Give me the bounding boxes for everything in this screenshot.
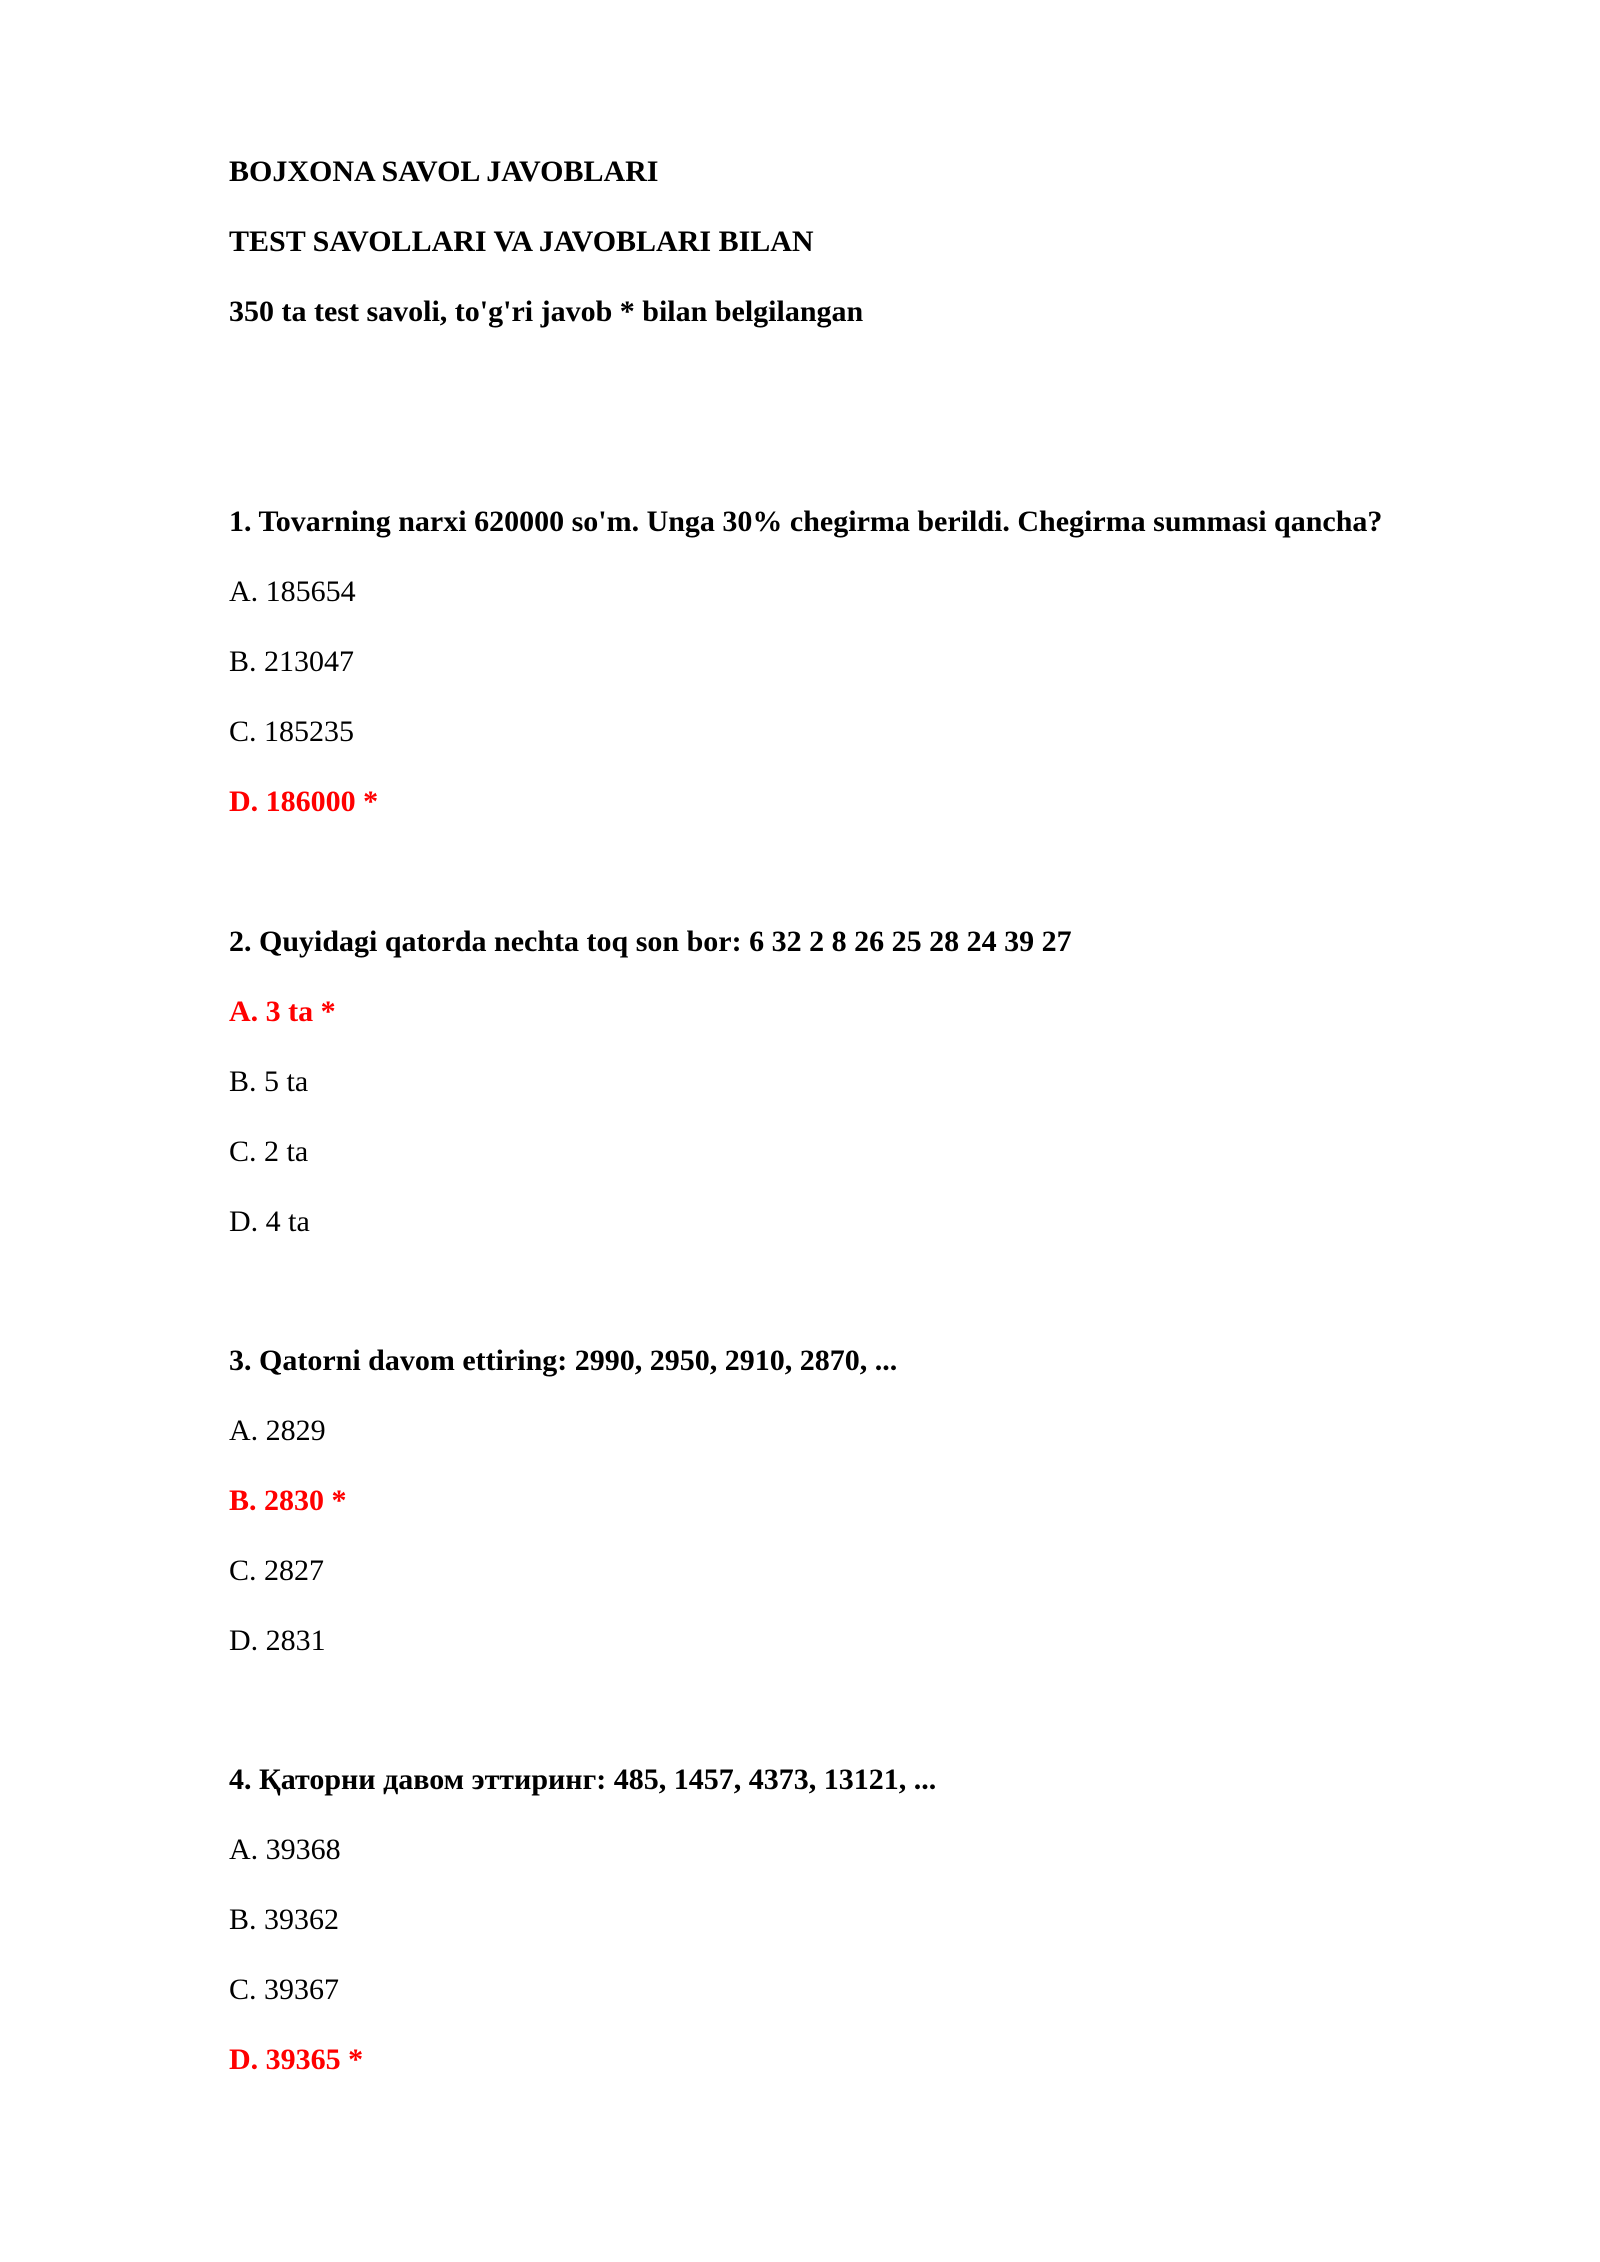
question-2-option-c: C. 2 ta bbox=[229, 1135, 309, 1168]
question-2-option-b: B. 5 ta bbox=[229, 1065, 309, 1098]
question-1-option-a: A. 185654 bbox=[229, 575, 356, 608]
question-3-option-c: C. 2827 bbox=[229, 1554, 325, 1587]
question-3-option-a: A. 2829 bbox=[229, 1414, 326, 1447]
question-4-text: 4. Қаторни давом эттиринг: 485, 1457, 4373, 13121, ... bbox=[229, 1763, 937, 1796]
question-4-option-c: C. 39367 bbox=[229, 1973, 340, 2006]
question-3-option-d: D. 2831 bbox=[229, 1624, 326, 1657]
document-subtitle: TEST SAVOLLARI VA JAVOBLARI BILAN bbox=[229, 225, 814, 258]
question-1-option-b: B. 213047 bbox=[229, 645, 355, 678]
question-1-option-d: D. 186000 * bbox=[229, 785, 379, 818]
question-2-option-a: A. 3 ta * bbox=[229, 995, 336, 1028]
question-2-text: 2. Quyidagi qatorda nechta toq son bor: 6 32 2 8 26 25 28 24 39 27 bbox=[229, 925, 1072, 958]
question-4-option-a: A. 39368 bbox=[229, 1833, 341, 1866]
question-1-text: 1. Tovarning narxi 620000 so'm. Unga 30% chegirma berildi. Chegirma summasi qancha? bbox=[229, 505, 1383, 538]
document-title: BOJXONA SAVOL JAVOBLARI bbox=[229, 155, 659, 188]
document-note: 350 ta test savoli, to'g'ri javob * bilan belgilangan bbox=[229, 295, 864, 328]
question-4-option-b: B. 39362 bbox=[229, 1903, 340, 1936]
question-3-option-b: B. 2830 * bbox=[229, 1484, 347, 1517]
question-3-text: 3. Qatorni davom ettiring: 2990, 2950, 2910, 2870, ... bbox=[229, 1344, 898, 1377]
question-1-option-c: C. 185235 bbox=[229, 715, 355, 748]
question-4-option-d: D. 39365 * bbox=[229, 2043, 364, 2076]
question-2-option-d: D. 4 ta bbox=[229, 1205, 310, 1238]
